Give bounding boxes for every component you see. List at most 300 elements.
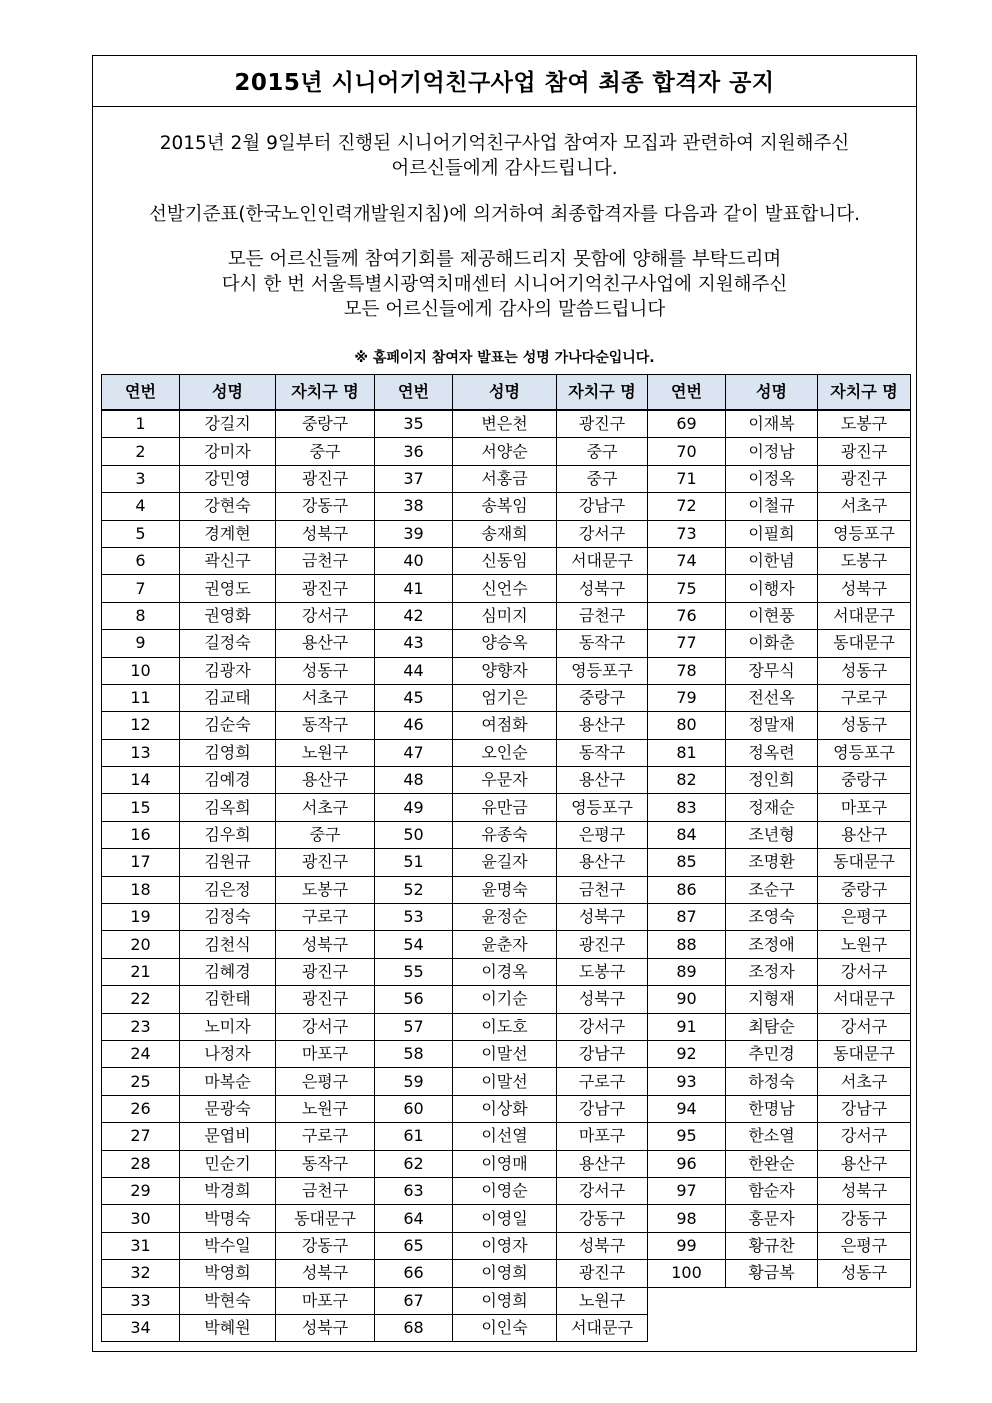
entry-number: 29 [102, 1177, 180, 1204]
entry-district: 성북구 [276, 1314, 375, 1341]
entry-district: 은평구 [818, 904, 911, 931]
entry-name: 이말선 [453, 1068, 557, 1095]
entry-district: 구로구 [276, 904, 375, 931]
entry-number: 18 [102, 876, 180, 903]
entry-district: 중구 [276, 438, 375, 465]
entry-name: 전선옥 [726, 684, 818, 711]
entry-name: 서홍금 [453, 465, 557, 492]
entry-number: 46 [375, 712, 453, 739]
entry-number: 61 [375, 1123, 453, 1150]
entry-number: 85 [648, 849, 726, 876]
entry-number: 71 [648, 465, 726, 492]
entry-number: 47 [375, 739, 453, 766]
entry-district: 광진구 [276, 465, 375, 492]
entry-district: 중랑구 [818, 767, 911, 794]
entry-district: 강동구 [818, 1205, 911, 1232]
entry-number: 94 [648, 1095, 726, 1122]
entry-name: 박현숙 [180, 1287, 276, 1314]
entry-district: 영등포구 [557, 794, 648, 821]
entry-number: 5 [102, 520, 180, 547]
entry-name: 서양순 [453, 438, 557, 465]
paragraph-thanks [93, 131, 916, 181]
table-row [102, 904, 911, 931]
entry-name: 하정숙 [726, 1068, 818, 1095]
entry-number: 72 [648, 493, 726, 520]
entry-number: 58 [375, 1040, 453, 1067]
entry-name: 강민영 [180, 465, 276, 492]
entry-number: 14 [102, 767, 180, 794]
entry-number: 9 [102, 630, 180, 657]
entry-number: 83 [648, 794, 726, 821]
empty-cell [648, 1314, 911, 1341]
entry-number: 100 [648, 1260, 726, 1287]
entry-district: 중구 [557, 465, 648, 492]
entry-district: 노원구 [276, 1095, 375, 1122]
table-header-row [102, 375, 911, 411]
table-row [102, 575, 911, 602]
entry-name: 이경옥 [453, 958, 557, 985]
entry-name: 이재복 [726, 410, 818, 438]
entry-district: 광진구 [818, 438, 911, 465]
entry-name: 권영화 [180, 602, 276, 629]
entry-district: 강서구 [276, 1013, 375, 1040]
entry-district: 금천구 [276, 1177, 375, 1204]
entry-number: 62 [375, 1150, 453, 1177]
table-row [102, 438, 911, 465]
entry-number: 49 [375, 794, 453, 821]
entry-name: 한완순 [726, 1150, 818, 1177]
entry-district: 구로구 [818, 684, 911, 711]
entry-name: 정재순 [726, 794, 818, 821]
table-row [102, 1205, 911, 1232]
entry-number: 75 [648, 575, 726, 602]
entry-district: 성동구 [818, 657, 911, 684]
sort-order-note: ※ 홈페이지 참여자 발표는 성명 가나다순입니다. [354, 350, 655, 366]
entry-district: 서초구 [276, 684, 375, 711]
entry-number: 17 [102, 849, 180, 876]
entry-number: 77 [648, 630, 726, 657]
entry-number: 11 [102, 684, 180, 711]
entry-number: 41 [375, 575, 453, 602]
entry-name: 윤명숙 [453, 876, 557, 903]
entry-name: 이정남 [726, 438, 818, 465]
entry-number: 80 [648, 712, 726, 739]
entry-number: 31 [102, 1232, 180, 1259]
entry-number: 86 [648, 876, 726, 903]
entry-district: 강남구 [557, 1040, 648, 1067]
entry-name: 이현풍 [726, 602, 818, 629]
entry-number: 16 [102, 821, 180, 848]
table-row [102, 1314, 911, 1341]
entry-district: 성북구 [557, 986, 648, 1013]
entry-number: 88 [648, 931, 726, 958]
entry-number: 43 [375, 630, 453, 657]
entry-district: 서초구 [818, 1068, 911, 1095]
entry-name: 마복순 [180, 1068, 276, 1095]
entry-district: 중랑구 [818, 876, 911, 903]
entry-name: 박혜원 [180, 1314, 276, 1341]
entry-district: 금천구 [276, 547, 375, 574]
entry-number: 93 [648, 1068, 726, 1095]
entry-number: 3 [102, 465, 180, 492]
entry-number: 89 [648, 958, 726, 985]
entry-name: 박명숙 [180, 1205, 276, 1232]
paragraph-line: 다시 한 번 서울특별시광역치매센터 시니어기억친구사업에 지원해주신 [221, 274, 788, 295]
entry-district: 서대문구 [557, 547, 648, 574]
entry-district: 영등포구 [818, 520, 911, 547]
entry-name: 송복임 [453, 493, 557, 520]
entry-name: 이정옥 [726, 465, 818, 492]
entry-name: 김예경 [180, 767, 276, 794]
entry-district: 성북구 [818, 1177, 911, 1204]
entry-district: 성북구 [276, 931, 375, 958]
entry-district: 용산구 [276, 630, 375, 657]
entry-name: 함순자 [726, 1177, 818, 1204]
entry-number: 35 [375, 410, 453, 438]
entry-district: 노원구 [557, 1287, 648, 1314]
entry-name: 경계현 [180, 520, 276, 547]
entry-number: 2 [102, 438, 180, 465]
entry-name: 문광숙 [180, 1095, 276, 1122]
entry-name: 김순숙 [180, 712, 276, 739]
entry-number: 36 [375, 438, 453, 465]
entry-district: 용산구 [557, 1150, 648, 1177]
entry-number: 50 [375, 821, 453, 848]
table-row [102, 1287, 911, 1314]
entry-number: 59 [375, 1068, 453, 1095]
entry-district: 성동구 [818, 712, 911, 739]
entry-district: 성북구 [276, 1260, 375, 1287]
entry-name: 조명환 [726, 849, 818, 876]
entry-district: 광진구 [557, 1260, 648, 1287]
table-row [102, 821, 911, 848]
table-row [102, 876, 911, 903]
table-row [102, 602, 911, 629]
entry-district: 구로구 [557, 1068, 648, 1095]
paragraph-line: 2015년 2월 9일부터 진행된 시니어기억친구사업 참여자 모집과 관련하여 지원해주신 [159, 133, 850, 154]
entry-name: 강현숙 [180, 493, 276, 520]
entry-district: 노원구 [818, 931, 911, 958]
table-body [102, 410, 911, 1342]
notice-document [92, 55, 917, 1352]
entry-district: 광진구 [557, 931, 648, 958]
entry-district: 마포구 [276, 1040, 375, 1067]
table-row [102, 767, 911, 794]
entry-number: 63 [375, 1177, 453, 1204]
entry-number: 37 [375, 465, 453, 492]
entry-number: 42 [375, 602, 453, 629]
table-row [102, 1260, 911, 1287]
entry-district: 성동구 [276, 657, 375, 684]
entry-district: 성북구 [557, 575, 648, 602]
district-header: 자치구 명 [557, 375, 648, 411]
entry-name: 유종숙 [453, 821, 557, 848]
entry-number: 95 [648, 1123, 726, 1150]
table-row [102, 1040, 911, 1067]
entry-number: 64 [375, 1205, 453, 1232]
entry-district: 광진구 [276, 575, 375, 602]
entry-number: 4 [102, 493, 180, 520]
entry-name: 김혜경 [180, 958, 276, 985]
entry-name: 윤춘자 [453, 931, 557, 958]
entry-name: 조정자 [726, 958, 818, 985]
entry-name: 변은천 [453, 410, 557, 438]
entry-district: 서초구 [276, 794, 375, 821]
paragraph-line: 모든 어르신들께 참여기회를 제공해드리지 못함에 양해를 부탁드리며 [227, 249, 782, 270]
entry-name: 이필희 [726, 520, 818, 547]
entry-district: 광진구 [276, 986, 375, 1013]
entry-number: 48 [375, 767, 453, 794]
entry-number: 82 [648, 767, 726, 794]
entry-name: 권영도 [180, 575, 276, 602]
entry-name: 박경희 [180, 1177, 276, 1204]
entry-district: 동대문구 [276, 1205, 375, 1232]
entry-number: 38 [375, 493, 453, 520]
entry-district: 성북구 [557, 1232, 648, 1259]
entry-number: 68 [375, 1314, 453, 1341]
entry-name: 한명남 [726, 1095, 818, 1122]
entry-name: 황금복 [726, 1260, 818, 1287]
entry-district: 강서구 [557, 520, 648, 547]
entry-number: 51 [375, 849, 453, 876]
entry-number: 66 [375, 1260, 453, 1287]
entry-district: 용산구 [557, 849, 648, 876]
entry-name: 이영희 [453, 1260, 557, 1287]
number-header: 연번 [102, 375, 180, 411]
entry-name: 심미지 [453, 602, 557, 629]
entry-number: 60 [375, 1095, 453, 1122]
entry-name: 김한태 [180, 986, 276, 1013]
entry-name: 조영숙 [726, 904, 818, 931]
table-row [102, 410, 911, 438]
entry-district: 성북구 [818, 575, 911, 602]
table-row [102, 547, 911, 574]
entry-number: 15 [102, 794, 180, 821]
entry-number: 76 [648, 602, 726, 629]
paragraph-criteria [93, 202, 916, 227]
entry-number: 7 [102, 575, 180, 602]
entry-district: 노원구 [276, 739, 375, 766]
entry-number: 87 [648, 904, 726, 931]
district-header: 자치구 명 [818, 375, 911, 411]
entry-district: 성북구 [276, 520, 375, 547]
table-row [102, 1150, 911, 1177]
entry-name: 엄기은 [453, 684, 557, 711]
entry-district: 영등포구 [818, 739, 911, 766]
entry-district: 도봉구 [818, 410, 911, 438]
entry-district: 강동구 [276, 493, 375, 520]
entry-name: 윤정순 [453, 904, 557, 931]
entry-name: 홍문자 [726, 1205, 818, 1232]
entry-number: 24 [102, 1040, 180, 1067]
entry-name: 최탐순 [726, 1013, 818, 1040]
entry-name: 정인희 [726, 767, 818, 794]
entry-number: 92 [648, 1040, 726, 1067]
entry-district: 용산구 [276, 767, 375, 794]
entry-number: 45 [375, 684, 453, 711]
entry-name: 이상화 [453, 1095, 557, 1122]
entry-name: 윤길자 [453, 849, 557, 876]
entry-number: 27 [102, 1123, 180, 1150]
entry-number: 57 [375, 1013, 453, 1040]
entry-name: 이한념 [726, 547, 818, 574]
entry-name: 이선열 [453, 1123, 557, 1150]
entry-name: 강미자 [180, 438, 276, 465]
entry-district: 강남구 [557, 1095, 648, 1122]
entry-name: 박수일 [180, 1232, 276, 1259]
entry-number: 97 [648, 1177, 726, 1204]
table-row [102, 520, 911, 547]
entry-name: 지형재 [726, 986, 818, 1013]
entry-district: 용산구 [557, 712, 648, 739]
entry-number: 53 [375, 904, 453, 931]
entry-district: 동작구 [276, 1150, 375, 1177]
entry-number: 13 [102, 739, 180, 766]
entry-name: 박영희 [180, 1260, 276, 1287]
entry-district: 용산구 [557, 767, 648, 794]
entry-name: 강길지 [180, 410, 276, 438]
entry-number: 22 [102, 986, 180, 1013]
entry-name: 김정숙 [180, 904, 276, 931]
entry-name: 김천식 [180, 931, 276, 958]
entry-name: 우문자 [453, 767, 557, 794]
entry-number: 73 [648, 520, 726, 547]
table-row [102, 986, 911, 1013]
entry-district: 도봉구 [276, 876, 375, 903]
table-row [102, 958, 911, 985]
entry-name: 추민경 [726, 1040, 818, 1067]
paragraph-line: 선발기준표(한국노인인력개발원지침)에 의거하여 최종합격자를 다음과 같이 발표합니다. [149, 204, 860, 225]
entry-name: 이영자 [453, 1232, 557, 1259]
table-row [102, 493, 911, 520]
entry-district: 중구 [276, 821, 375, 848]
entry-number: 99 [648, 1232, 726, 1259]
name-header: 성명 [180, 375, 276, 411]
entry-district: 강동구 [276, 1232, 375, 1259]
entry-name: 이철규 [726, 493, 818, 520]
number-header: 연번 [648, 375, 726, 411]
entry-name: 장무식 [726, 657, 818, 684]
table-row [102, 657, 911, 684]
table-row [102, 739, 911, 766]
entry-district: 중랑구 [276, 410, 375, 438]
entry-number: 65 [375, 1232, 453, 1259]
entry-name: 한소열 [726, 1123, 818, 1150]
table-row [102, 1177, 911, 1204]
number-header: 연번 [375, 375, 453, 411]
entry-district: 용산구 [818, 1150, 911, 1177]
entry-name: 김광자 [180, 657, 276, 684]
entry-name: 조년형 [726, 821, 818, 848]
entry-number: 90 [648, 986, 726, 1013]
entry-district: 서대문구 [557, 1314, 648, 1341]
entry-number: 10 [102, 657, 180, 684]
entry-name: 이말선 [453, 1040, 557, 1067]
entry-name: 이영매 [453, 1150, 557, 1177]
paragraph-line: 어르신들에게 감사드립니다. [391, 158, 618, 179]
entry-number: 30 [102, 1205, 180, 1232]
entry-name: 이영순 [453, 1177, 557, 1204]
entry-name: 황규찬 [726, 1232, 818, 1259]
entry-district: 마포구 [557, 1123, 648, 1150]
entry-district: 도봉구 [818, 547, 911, 574]
table-row [102, 1013, 911, 1040]
entry-district: 서대문구 [818, 986, 911, 1013]
notice-title: 2015년 시니어기억친구사업 참여 최종 합격자 공지 [234, 70, 775, 96]
entry-district: 용산구 [818, 821, 911, 848]
entry-name: 이인숙 [453, 1314, 557, 1341]
table-row [102, 684, 911, 711]
entry-number: 67 [375, 1287, 453, 1314]
entry-name: 조순구 [726, 876, 818, 903]
entry-number: 69 [648, 410, 726, 438]
entry-number: 26 [102, 1095, 180, 1122]
entry-district: 중랑구 [557, 684, 648, 711]
entry-district: 도봉구 [557, 958, 648, 985]
entry-name: 신언수 [453, 575, 557, 602]
entry-district: 동작구 [557, 630, 648, 657]
entry-district: 광진구 [276, 958, 375, 985]
entry-name: 송재희 [453, 520, 557, 547]
entry-name: 민순기 [180, 1150, 276, 1177]
table-row [102, 1095, 911, 1122]
entry-district: 금천구 [557, 602, 648, 629]
entry-number: 74 [648, 547, 726, 574]
entry-number: 81 [648, 739, 726, 766]
entry-district: 구로구 [276, 1123, 375, 1150]
entry-number: 78 [648, 657, 726, 684]
table-row [102, 465, 911, 492]
entry-name: 유만금 [453, 794, 557, 821]
entry-district: 성동구 [818, 1260, 911, 1287]
entry-district: 강서구 [818, 958, 911, 985]
entry-name: 김우희 [180, 821, 276, 848]
entry-number: 34 [102, 1314, 180, 1341]
entry-name: 이화춘 [726, 630, 818, 657]
entry-number: 6 [102, 547, 180, 574]
entry-name: 이영일 [453, 1205, 557, 1232]
entry-district: 동대문구 [818, 849, 911, 876]
entry-district: 은평구 [818, 1232, 911, 1259]
entry-district: 강동구 [557, 1205, 648, 1232]
empty-cell [648, 1287, 911, 1314]
entry-number: 12 [102, 712, 180, 739]
entry-number: 70 [648, 438, 726, 465]
entry-district: 중구 [557, 438, 648, 465]
entry-name: 양향자 [453, 657, 557, 684]
table-row [102, 712, 911, 739]
entry-name: 김교태 [180, 684, 276, 711]
entry-number: 32 [102, 1260, 180, 1287]
entry-district: 동대문구 [818, 630, 911, 657]
entry-district: 광진구 [557, 410, 648, 438]
entry-number: 33 [102, 1287, 180, 1314]
entry-number: 40 [375, 547, 453, 574]
entry-district: 성북구 [557, 904, 648, 931]
name-header: 성명 [726, 375, 818, 411]
entry-number: 96 [648, 1150, 726, 1177]
entry-district: 강서구 [818, 1123, 911, 1150]
entry-number: 28 [102, 1150, 180, 1177]
entry-name: 이도호 [453, 1013, 557, 1040]
entry-name: 이영희 [453, 1287, 557, 1314]
table-row [102, 630, 911, 657]
entry-number: 79 [648, 684, 726, 711]
entry-district: 강서구 [557, 1013, 648, 1040]
entry-district: 은평구 [557, 821, 648, 848]
entry-number: 52 [375, 876, 453, 903]
table-row [102, 1232, 911, 1259]
